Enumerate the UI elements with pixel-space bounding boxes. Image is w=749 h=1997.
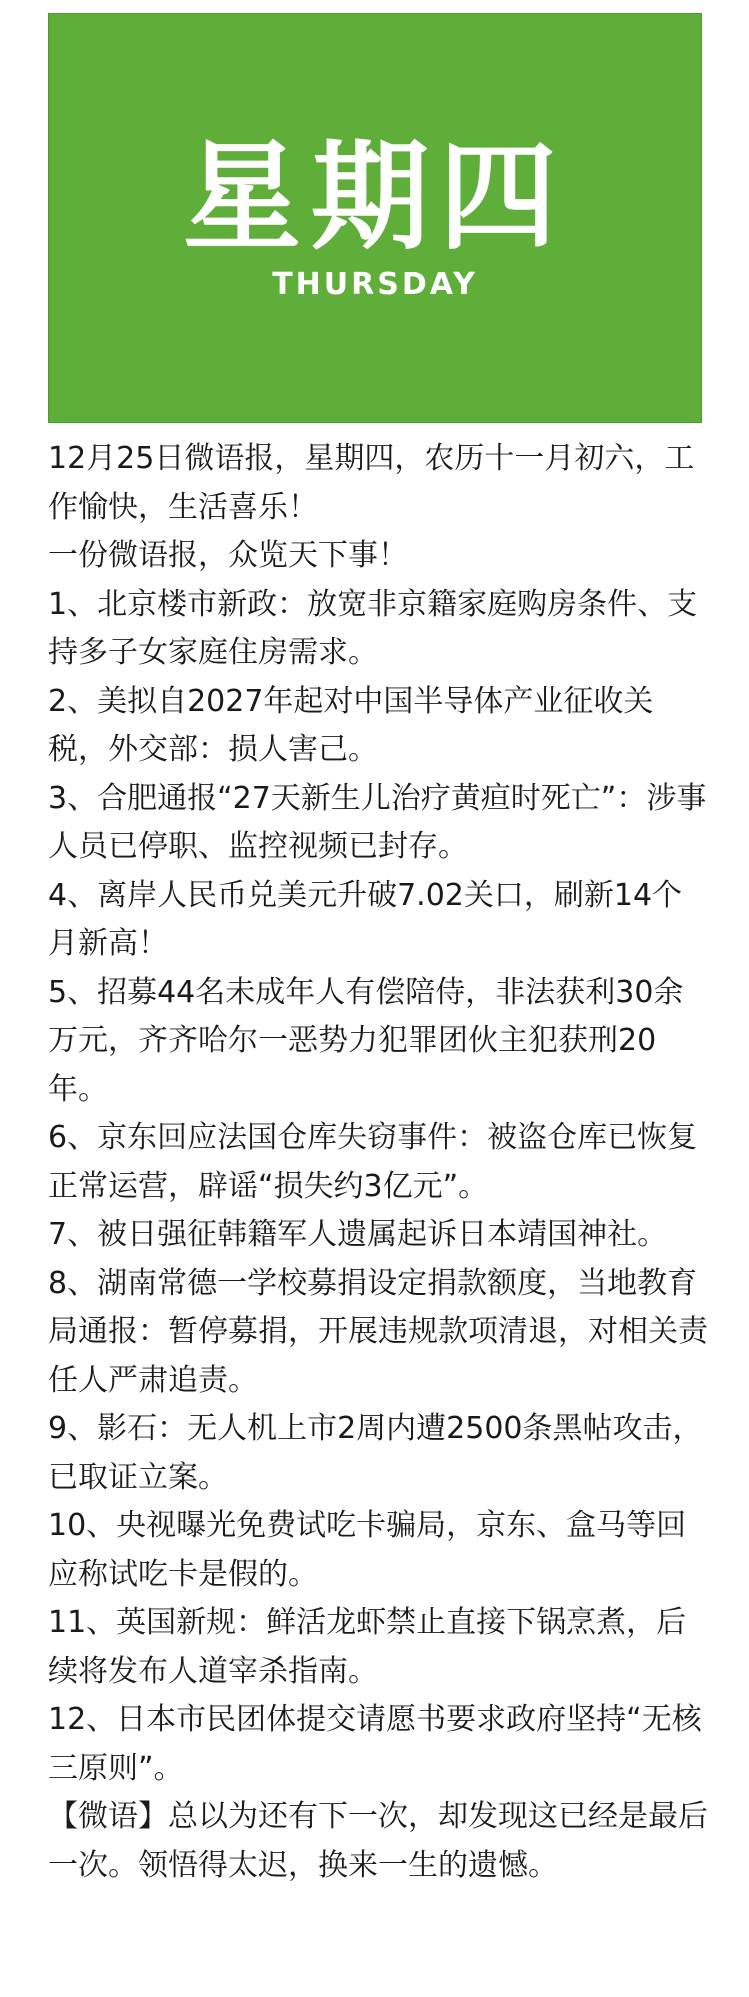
intro-paragraph: 12月25日微语报，星期四，农历十一月初六，工作愉快，生活喜乐！ xyxy=(48,441,695,525)
news-item-11: 11、英国新规：鲜活龙虾禁止直接下锅烹煮，后续将发布人道宰杀指南。 xyxy=(48,1605,687,1689)
news-item-1: 1、北京楼市新政：放宽非京籍家庭购房条件、支持多子女家庭住房需求。 xyxy=(48,586,698,670)
banner-title: 星期四 xyxy=(182,128,567,266)
news-item-10: 10、央视曝光免费试吃卡骗局，京东、盒马等回应称试吃卡是假的。 xyxy=(48,1508,687,1592)
closing-quote: 【微语】总以为还有下一次，却发现这已经是最后一次。领悟得太迟，换来一生的遗憾。 xyxy=(48,1799,708,1883)
news-item-5: 5、招募44名未成年人有偿陪侍，非法获利30余万元，齐齐哈尔一恶势力犯罪团伙主犯获刑20年。 xyxy=(48,974,684,1107)
news-item-7: 7、被日强征韩籍军人遗属起诉日本靖国神社。 xyxy=(48,1217,668,1252)
news-item-4: 4、离岸人民币兑美元升破7.02关口，刷新14个月新高！ xyxy=(48,877,683,961)
tagline: 一份微语报，众览天下事！ xyxy=(48,538,408,573)
news-article xyxy=(48,435,708,1890)
news-item-3: 3、合肥通报“27天新生儿治疗黄疸时死亡”：涉事人员已停职、监控视频已封存。 xyxy=(48,780,707,864)
news-item-2: 2、美拟自2027年起对中国半导体产业征收关税，外交部：损人害己。 xyxy=(48,683,654,767)
banner-subtitle: THURSDAY xyxy=(272,267,478,302)
news-item-12: 12、日本市民团体提交请愿书要求政府坚持“无核三原则”。 xyxy=(48,1702,702,1786)
thursday-banner xyxy=(48,13,702,423)
news-item-6: 6、京东回应法国仓库失窃事件：被盗仓库已恢复正常运营，辟谣“损失约3亿元”。 xyxy=(48,1120,698,1204)
news-item-8: 8、湖南常德一学校募捐设定捐款额度，当地教育局通报：暂停募捐，开展违规款项清退，对相关责任人严肃追责。 xyxy=(48,1265,708,1398)
news-item-9: 9、影石：无人机上市2周内遭2500条黑帖攻击，已取证立案。 xyxy=(48,1411,703,1495)
